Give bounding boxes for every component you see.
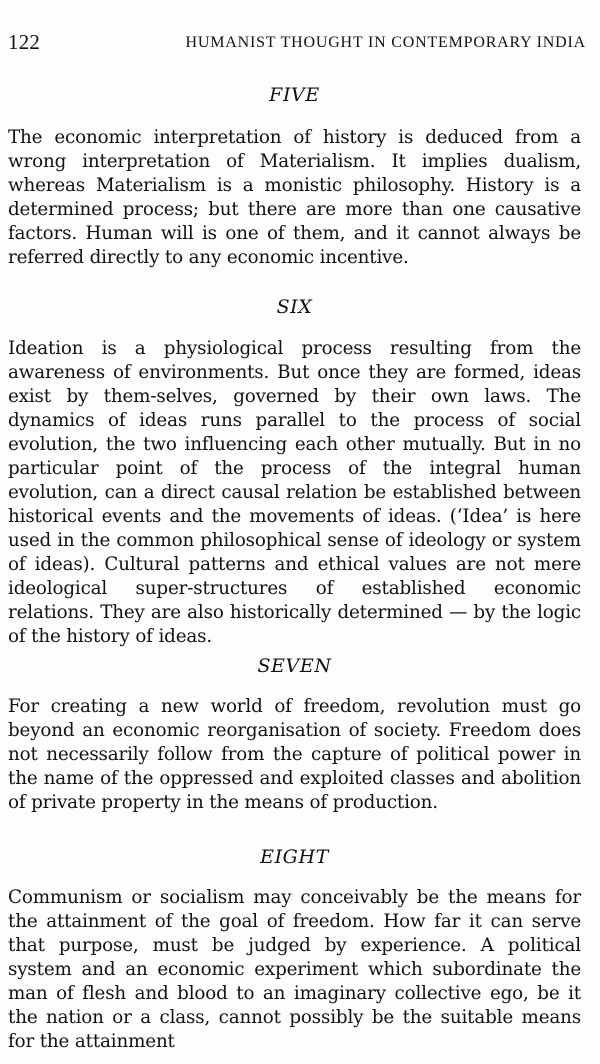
section-six bbox=[8, 296, 581, 649]
section-eight bbox=[8, 846, 581, 1054]
section-paragraph: Ideation is a physiological process resulting from the awareness of environments. But once they are formed, ideas exist by them-selves, governed by their own laws. The dynamics of ideas runs parallel to the process of social evolution, the two influencing each other mutually. But in no particular point of the process of the integral human evolution, can a direct causal relation be established between historical events and the movements of ideas. (‘Idea’ is here used in the common philosophical sense of ideology or system of ideas). Cultural patterns and ethical values are not mere ideological super-structures of established economic relations. They are also historically determined — by the logic of the history of ideas. bbox=[8, 338, 581, 647]
section-seven bbox=[8, 655, 581, 815]
page-number: 122 bbox=[8, 30, 41, 54]
section-paragraph: The economic interpretation of history is deduced from a wrong interpretation of Materialism. It implies dualism, whereas Materialism is a monistic philosophy. History is a determined process; but there are more than one causative factors. Human will is one of them, and it cannot always be referred directly to any economic incentive. bbox=[8, 127, 581, 268]
section-heading: SIX bbox=[276, 296, 313, 318]
running-title: HUMANIST THOUGHT IN CONTEMPORARY INDIA bbox=[185, 34, 586, 51]
section-five bbox=[8, 84, 581, 270]
section-heading: SEVEN bbox=[257, 655, 332, 677]
section-paragraph: Communism or socialism may conceivably be the means for the attainment of the goal of freedom. How far it can serve that purpose, must be judged by experience. A political system and an economic experiment which subordinate the man of flesh and blood to an imaginary collective ego, be it the nation or a class, cannot possibly be the suitable means for the attainment bbox=[8, 887, 581, 1052]
section-heading: EIGHT bbox=[260, 846, 329, 868]
section-heading: FIVE bbox=[269, 84, 320, 106]
running-head bbox=[8, 30, 586, 58]
section-paragraph: For creating a new world of freedom, revolution must go beyond an economic reorganisation of society. Freedom does not necessarily follow from the capture of political power in the name of the oppressed and exploited classes and abolition of private property in the means of production. bbox=[8, 696, 581, 813]
